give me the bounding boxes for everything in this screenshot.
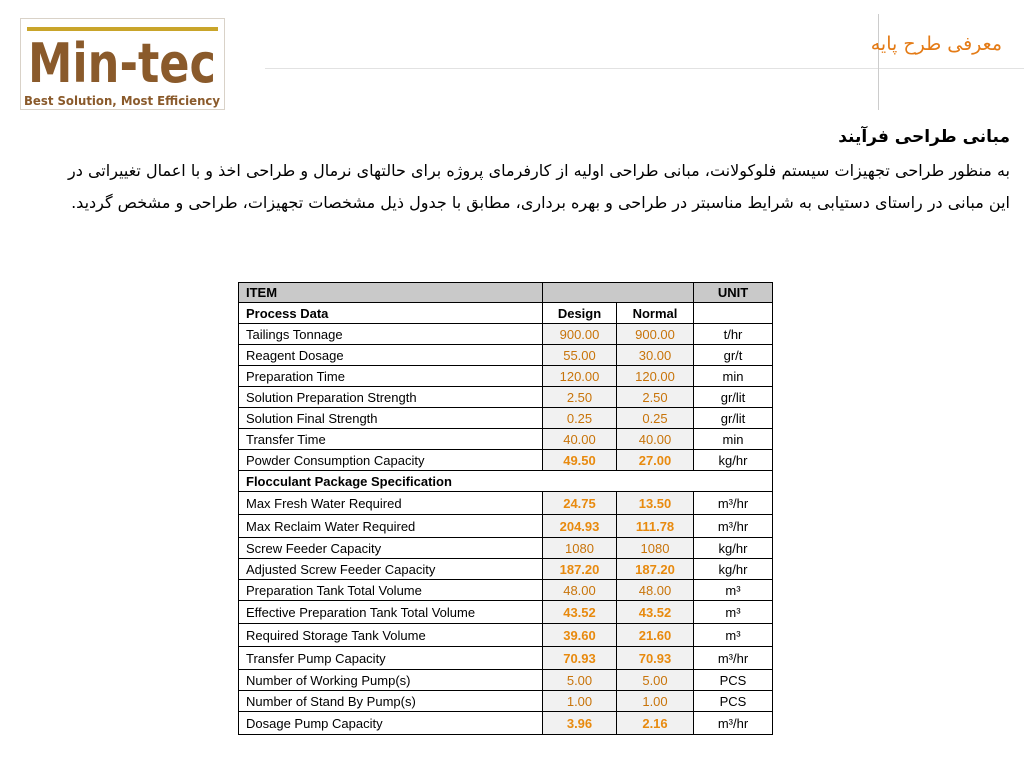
table-row (239, 366, 773, 387)
row-normal-value: 48.00 (617, 580, 694, 601)
row-design-value: 39.60 (543, 624, 617, 647)
row-design-value: 0.25 (543, 408, 617, 429)
row-normal-value: 0.25 (617, 408, 694, 429)
table-row (239, 324, 773, 345)
table-row (239, 670, 773, 691)
row-normal-value: 5.00 (617, 670, 694, 691)
row-item-label: Required Storage Tank Volume (239, 624, 543, 647)
row-normal-value: 1.00 (617, 691, 694, 712)
row-design-value: 187.20 (543, 559, 617, 580)
section-title: Process Data (239, 303, 543, 324)
table-row (239, 515, 773, 538)
row-item-label: Preparation Tank Total Volume (239, 580, 543, 601)
header-divider (265, 68, 1024, 69)
normal-column-label: Normal (617, 303, 694, 324)
row-item-label: Number of Working Pump(s) (239, 670, 543, 691)
row-design-value: 3.96 (543, 712, 617, 735)
table-row (239, 492, 773, 515)
row-design-value: 55.00 (543, 345, 617, 366)
row-design-value: 2.50 (543, 387, 617, 408)
row-design-value: 1.00 (543, 691, 617, 712)
table-row (239, 647, 773, 670)
logo-brand: Min-tec (28, 32, 216, 95)
table-row (239, 559, 773, 580)
row-design-value: 24.75 (543, 492, 617, 515)
table-row (239, 450, 773, 471)
table-row (239, 601, 773, 624)
row-unit: m³/hr (694, 712, 773, 735)
row-unit: PCS (694, 670, 773, 691)
title-divider (878, 14, 879, 110)
row-item-label: Effective Preparation Tank Total Volume (239, 601, 543, 624)
row-normal-value: 900.00 (617, 324, 694, 345)
row-item-label: Reagent Dosage (239, 345, 543, 366)
row-unit: m³ (694, 601, 773, 624)
row-item-label: Tailings Tonnage (239, 324, 543, 345)
row-item-label: Powder Consumption Capacity (239, 450, 543, 471)
header-item: ITEM (239, 283, 543, 303)
table-row (239, 387, 773, 408)
row-design-value: 40.00 (543, 429, 617, 450)
row-design-value: 900.00 (543, 324, 617, 345)
row-item-label: Max Fresh Water Required (239, 492, 543, 515)
table-row (239, 691, 773, 712)
row-normal-value: 27.00 (617, 450, 694, 471)
row-design-value: 49.50 (543, 450, 617, 471)
row-normal-value: 2.50 (617, 387, 694, 408)
section-title: Flocculant Package Specification (239, 471, 773, 492)
table-row (239, 580, 773, 601)
row-unit: t/hr (694, 324, 773, 345)
row-unit: gr/lit (694, 387, 773, 408)
row-item-label: Transfer Time (239, 429, 543, 450)
intro-heading: مبانی طراحی فرآیند (838, 127, 1010, 147)
table-row (239, 429, 773, 450)
row-design-value: 43.52 (543, 601, 617, 624)
table-row (239, 538, 773, 559)
row-normal-value: 120.00 (617, 366, 694, 387)
row-normal-value: 1080 (617, 538, 694, 559)
header-unit: UNIT (694, 283, 773, 303)
row-unit: m³ (694, 624, 773, 647)
row-normal-value: 30.00 (617, 345, 694, 366)
design-column-label: Design (543, 303, 617, 324)
intro-section (68, 124, 1010, 219)
row-design-value: 5.00 (543, 670, 617, 691)
row-unit: gr/lit (694, 408, 773, 429)
row-item-label: Solution Preparation Strength (239, 387, 543, 408)
row-unit: kg/hr (694, 538, 773, 559)
row-design-value: 204.93 (543, 515, 617, 538)
table-row (239, 345, 773, 366)
row-unit: min (694, 366, 773, 387)
row-normal-value: 2.16 (617, 712, 694, 735)
row-unit: kg/hr (694, 559, 773, 580)
row-normal-value: 70.93 (617, 647, 694, 670)
row-unit: m³/hr (694, 492, 773, 515)
row-normal-value: 40.00 (617, 429, 694, 450)
row-normal-value: 111.78 (617, 515, 694, 538)
row-normal-value: 43.52 (617, 601, 694, 624)
row-normal-value: 13.50 (617, 492, 694, 515)
row-unit: PCS (694, 691, 773, 712)
row-design-value: 70.93 (543, 647, 617, 670)
row-item-label: Transfer Pump Capacity (239, 647, 543, 670)
flocculant-package-section-row (239, 471, 773, 492)
company-logo (20, 18, 225, 110)
process-data-section-row (239, 303, 773, 324)
row-design-value: 48.00 (543, 580, 617, 601)
row-unit: kg/hr (694, 450, 773, 471)
table-row (239, 408, 773, 429)
row-unit: min (694, 429, 773, 450)
section-blank (694, 303, 773, 324)
row-item-label: Dosage Pump Capacity (239, 712, 543, 735)
row-design-value: 120.00 (543, 366, 617, 387)
table-header-row (239, 283, 773, 303)
row-item-label: Solution Final Strength (239, 408, 543, 429)
table-row (239, 624, 773, 647)
equipment-spec-table (238, 282, 773, 735)
row-unit: gr/t (694, 345, 773, 366)
row-normal-value: 187.20 (617, 559, 694, 580)
row-normal-value: 21.60 (617, 624, 694, 647)
row-unit: m³/hr (694, 515, 773, 538)
row-item-label: Screw Feeder Capacity (239, 538, 543, 559)
row-item-label: Adjusted Screw Feeder Capacity (239, 559, 543, 580)
intro-paragraph: به منظور طراحی تجهیزات سیستم فلوکولانت، مبانی طراحی اولیه از کارفرمای پروژه برای حالتهای نرمال و طراحی اخذ و با اعمال تغییراتی در این مبانی در راستای دستیابی به شرایط مناسبتر در طراحی و بهره برداری، مطابق با جدول ذیل مشخصات تجهیزات، طراحی و مشخص گردید. (68, 161, 1010, 212)
row-unit: m³/hr (694, 647, 773, 670)
row-item-label: Number of Stand By Pump(s) (239, 691, 543, 712)
table-row (239, 712, 773, 735)
row-design-value: 1080 (543, 538, 617, 559)
header-blank (543, 283, 694, 303)
logo-tagline: Best Solution, Most Efficiency (24, 94, 221, 108)
slide-title: معرفی طرح پایه (870, 33, 1002, 55)
row-item-label: Preparation Time (239, 366, 543, 387)
row-item-label: Max Reclaim Water Required (239, 515, 543, 538)
row-unit: m³ (694, 580, 773, 601)
